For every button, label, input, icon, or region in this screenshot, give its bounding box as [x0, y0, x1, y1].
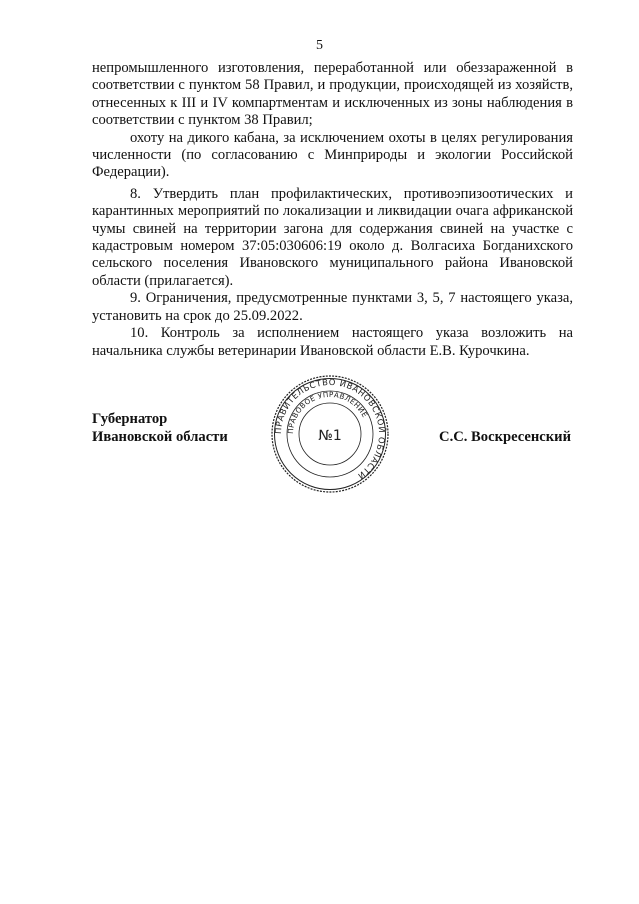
signatory-title: [92, 410, 228, 446]
paragraph-10: 10. Контроль за исполнением настоящего указа возложить на начальника службы ветеринарии Ивановской области Е.В. Курочкина.: [92, 325, 573, 359]
official-seal-stamp: [270, 374, 390, 494]
seal-inner-text: ПРАВОВОЕ УПРАВЛЕНИЕ: [285, 389, 370, 435]
document-body: [92, 60, 573, 360]
seal-outer-text: ПРАВИТЕЛЬСТВО ИВАНОВСКОЙ ОБЛАСТИ: [272, 376, 388, 482]
page-number: 5: [316, 38, 323, 53]
paragraph-9: 9. Ограничения, предусмотренные пунктами 3, 5, 7 настоящего указа, установить на срок до 25.09.2022.: [92, 290, 573, 324]
paragraph-8: 8. Утвердить план профилактических, противоэпизоотических и карантинных мероприятий по локализации и ликвидации очага африканской чумы свиней на территории загона для содержания свиней на участке с кадастровым номером 37:05:030606:19 около д. Волгасиха Богданихского сельского поселения Ивановского муниципального района Ивановской области (прилагается).: [92, 185, 573, 289]
seal-number: №1: [318, 428, 342, 444]
paragraph-continuation: непромышленного изготовления, переработанной или обеззараженной в соответствии с пунктом 58 Правил, и продукции, происходящей из хозяйств, отнесенных к III и IV компартментам и исключенных из зоны наблюдения в соответствии с пунктом 38 Правил;: [92, 60, 573, 129]
signatory-title-line2: Ивановской области: [92, 429, 228, 445]
signatory-name: С.С. Воскресенский: [439, 429, 571, 445]
paragraph-hunting-ban: охоту на дикого кабана, за исключением охоты в целях регулирования численности (по согласованию с Минприроды и экологии Российской Федерации).: [92, 129, 573, 181]
signatory-title-line1: Губернатор: [92, 411, 168, 427]
